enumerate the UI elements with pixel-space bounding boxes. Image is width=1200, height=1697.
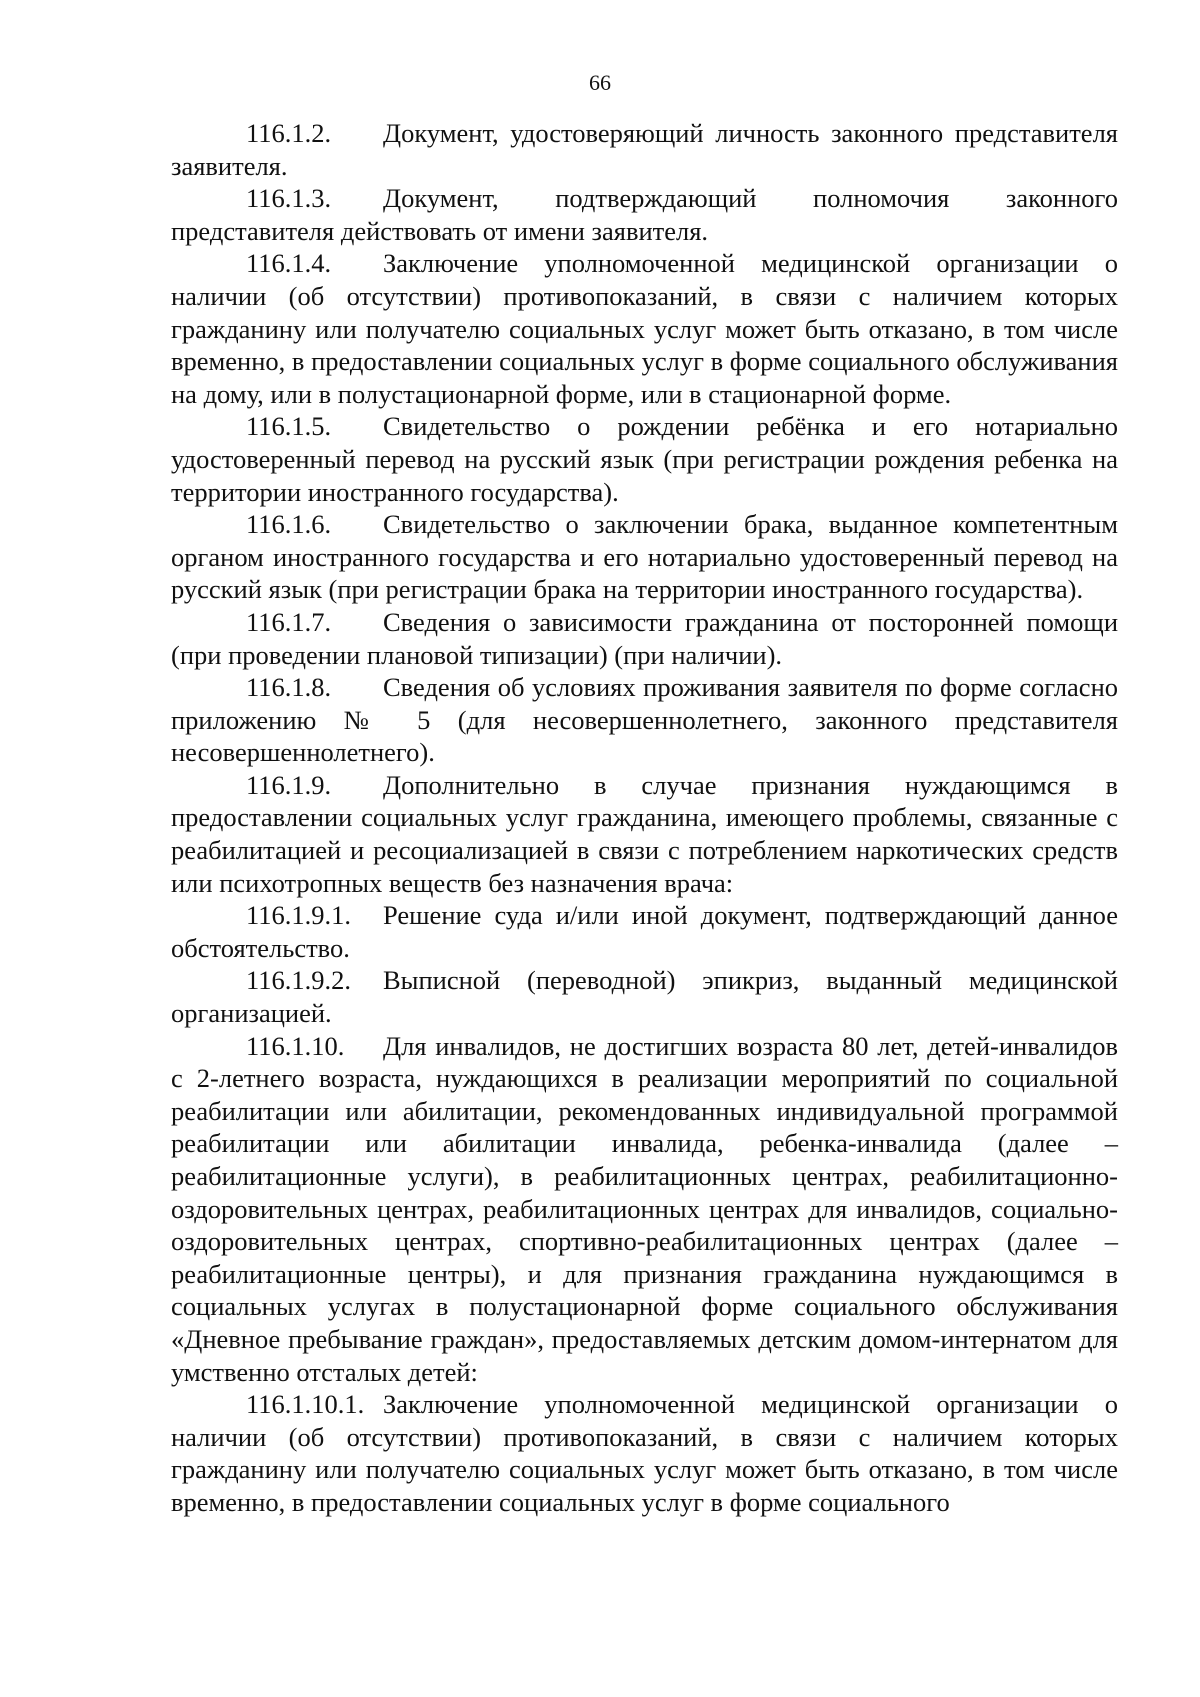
item-text: Решение суда и/или иной документ, подтверждающий данное обстоятельство. — [171, 900, 1118, 963]
item-text: Для инвалидов, не достигших возраста 80 лет, детей-инвалидов с 2-летнего возраста, нуждающихся в реализации мероприятий по социальной реабилитации или абилитации, рекомендованных индивидуальной программой реабилитации или абилитации инвалида, ребенка-инвалида (далее – реабилитационные услуги), в реабилитационных центрах, реабилитационно-оздоровительных центрах, реабилитационных центрах для инвалидов, социально-оздоровительных центрах, спортивно-реабилитационных центрах (далее – реабилитационные центры), и для признания гражданина нуждающимся в социальных услугах в полустационарной форме социального обслуживания «Дневное пребывание граждан», предоставляемых детским домом-интернатом для умственно отсталых детей: — [171, 1030, 1118, 1387]
list-item — [171, 1030, 1118, 1389]
list-item — [171, 247, 1118, 410]
list-item — [171, 1388, 1118, 1518]
item-number: 116.1.4. — [246, 248, 332, 279]
item-text: Свидетельство о заключении брака, выданное компетентным органом иностранного государства и его нотариально удостоверенный перевод на русский язык (при регистрации брака на территории иностранного государства). — [171, 509, 1118, 605]
item-number: 116.1.9.1. — [246, 900, 352, 931]
list-item — [171, 410, 1118, 508]
item-text: Свидетельство о рождении ребёнка и его нотариально удостоверенный перевод на русский язык (при регистрации рождения ребенка на территории иностранного государства). — [171, 411, 1118, 507]
item-number: 116.1.5. — [246, 411, 332, 442]
item-number: 116.1.8. — [246, 672, 332, 703]
list-item — [171, 899, 1118, 964]
page-number: 66 — [589, 70, 611, 95]
item-number: 116.1.10. — [246, 1030, 345, 1061]
item-number: 116.1.9.2. — [246, 965, 352, 996]
item-text: Документ, подтверждающий полномочия законного представителя действовать от имени заявителя. — [171, 183, 1118, 246]
list-item — [171, 606, 1118, 671]
item-text: Заключение уполномоченной медицинской организации о наличии (об отсутствии) противопоказаний, в связи с наличием которых гражданину или получателю социальных услуг может быть отказано, в том числе временно, в предоставлении социальных услуг в форме социального обслуживания на дому, или в полустационарной форме, или в стационарной форме. — [171, 248, 1118, 409]
item-text: Выписной (переводной) эпикриз, выданный медицинской организацией. — [171, 965, 1118, 1029]
document-body — [171, 117, 1118, 1519]
item-number: 116.1.6. — [246, 509, 332, 540]
list-item — [171, 769, 1118, 899]
item-number: 116.1.10.1. — [246, 1389, 365, 1420]
list-item — [171, 508, 1118, 606]
item-number: 116.1.9. — [246, 769, 332, 800]
list-item — [171, 671, 1118, 769]
list-item — [171, 182, 1118, 247]
item-text: Сведения об условиях проживания заявителя по форме согласно приложению № 5 (для несовершеннолетнего, законного представителя несовершеннолетнего). — [171, 672, 1118, 768]
item-text: Дополнительно в случае признания нуждающимся в предоставлении социальных услуг гражданина, имеющего проблемы, связанные с реабилитацией и ресоциализацией в связи с потреблением наркотических средств или психотропных веществ без назначения врача: — [171, 769, 1118, 898]
item-text: Заключение уполномоченной медицинской организации о наличии (об отсутствии) противопоказаний, в связи с наличием которых гражданину или получателю социальных услуг может быть отказано, в том числе временно, в предоставлении социальных услуг в форме социального — [171, 1389, 1118, 1517]
item-number: 116.1.7. — [246, 606, 332, 637]
list-item — [171, 117, 1118, 182]
item-text: Сведения о зависимости гражданина от посторонней помощи (при проведении плановой типизации) (при наличии). — [171, 606, 1118, 670]
item-text: Документ, удостоверяющий личность законного представителя заявителя. — [171, 118, 1118, 181]
item-number: 116.1.2. — [246, 118, 332, 148]
item-number: 116.1.3. — [246, 183, 332, 214]
list-item — [171, 964, 1118, 1029]
